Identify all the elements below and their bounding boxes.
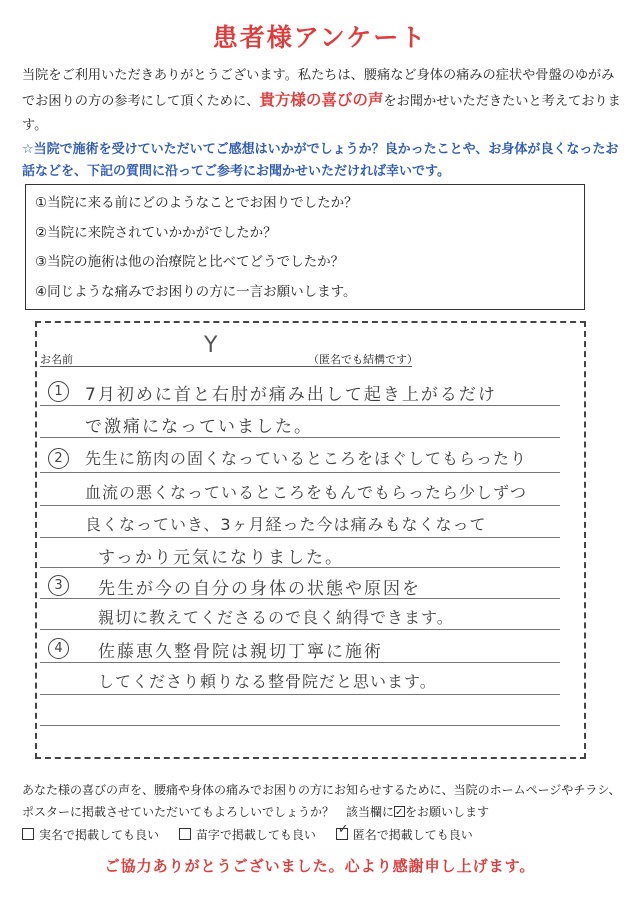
answer-2-line-4: すっかり元気になりました。 <box>98 548 344 568</box>
answer-3-line-1: 先生が今の自分の身体の状態や原因を <box>98 579 421 599</box>
ruled-line <box>40 472 560 473</box>
checkbox-surname[interactable] <box>179 828 191 840</box>
answer-number-1: 1 <box>48 381 69 402</box>
option-anonymous-label: 匿名で掲載しても良い <box>352 828 473 842</box>
name-label: お名前 <box>40 353 73 366</box>
ruled-line <box>40 629 560 630</box>
consent-text-main: あなた様の喜びの声を、腰痛や身体の痛みでお困りの方にお知らせするために、当院のホームページやチラシ、ポスターに掲載させていただいてもよろしいでしょうか？ 該当欄に <box>22 783 621 819</box>
page-title: 患者様アンケート <box>212 23 428 52</box>
ruled-line <box>40 405 560 406</box>
option-surname-label: 苗字で掲載しても良い <box>195 828 316 842</box>
option-surname[interactable] <box>179 828 316 842</box>
name-underline <box>40 366 412 367</box>
question-2: ②当院に来院されていかかがでしたか？ <box>35 224 277 241</box>
ruled-line <box>40 537 560 538</box>
intro-part1: 当院をご利用いただきありがとうございます。私たちは、腰痛など身体の痛みの症状や骨盤のゆがみでお困りの方の参考にして頂くために、 <box>22 68 615 109</box>
ruled-line <box>40 662 560 663</box>
question-4: ④同じような痛みでお困りの方に一言お願いします。 <box>35 283 357 300</box>
answer-number-2: 2 <box>48 448 69 469</box>
question-3: ③当院の施術は他の治療院と比べてどうでしたか？ <box>35 254 345 270</box>
answer-number-4: 4 <box>48 638 69 659</box>
option-real-name[interactable] <box>22 828 159 842</box>
intro-text <box>22 64 622 138</box>
ruled-line <box>40 505 560 506</box>
request-text: ☆当院で施術を受けていただいてご感想はいかがでしょうか？良かったことや、お身体が良くなったお話などを、下記の質問に沿ってご参考にお聞かせいただければ幸いです。 <box>22 142 619 179</box>
answer-4-line-1: 佐藤恵久整骨院は親切丁寧に施術 <box>98 642 383 662</box>
consent-text-after: をお願いします <box>405 805 490 819</box>
checkbox-example-icon <box>394 806 405 817</box>
ruled-line <box>40 725 560 726</box>
answer-2-line-3: 良くなっていき、3ヶ月経った今は痛みもなくなって <box>85 515 487 534</box>
consent-options <box>22 826 489 843</box>
intro-part2: をお聞かせいただきたいと考えております。 <box>22 94 621 133</box>
answer-2-line-2: 血流の悪くなっているところをもんでもらったら少しずつ <box>85 483 528 502</box>
checkbox-real-name[interactable] <box>22 828 34 840</box>
answer-3-line-2: 親切に教えてくださるので良く納得できます。 <box>98 608 454 627</box>
thanks-message: ご協力ありがとうございました。心より感謝申し上げます。 <box>104 857 536 875</box>
intro-emphasis: 貴方様の喜びの声 <box>259 91 384 109</box>
consent-text <box>22 779 622 823</box>
name-value[interactable]: Y <box>204 333 218 358</box>
answer-number-3: 3 <box>48 575 69 596</box>
checkbox-anonymous[interactable] <box>336 828 348 840</box>
answer-4-line-2: してくださり頼りなる整骨院だと思います。 <box>98 672 437 691</box>
question-1: ①当院に来る前にどのようなことでお困りでしたか？ <box>35 195 358 211</box>
option-real-name-label: 実名で掲載しても良い <box>39 828 160 842</box>
answer-1-line-1: 7月初めに首と右肘が痛み出して起き上がるだけ <box>85 385 497 405</box>
option-anonymous[interactable] <box>336 828 473 842</box>
anonymous-note: （匿名でも結構です） <box>308 353 418 366</box>
answer-2-line-1: 先生に筋肉の固くなっているところをほぐしてもらったり <box>85 449 528 468</box>
answer-1-line-2: で激痛になっていました。 <box>85 417 313 437</box>
ruled-line <box>40 437 560 438</box>
ruled-line <box>40 694 560 695</box>
questions-box <box>25 184 585 310</box>
